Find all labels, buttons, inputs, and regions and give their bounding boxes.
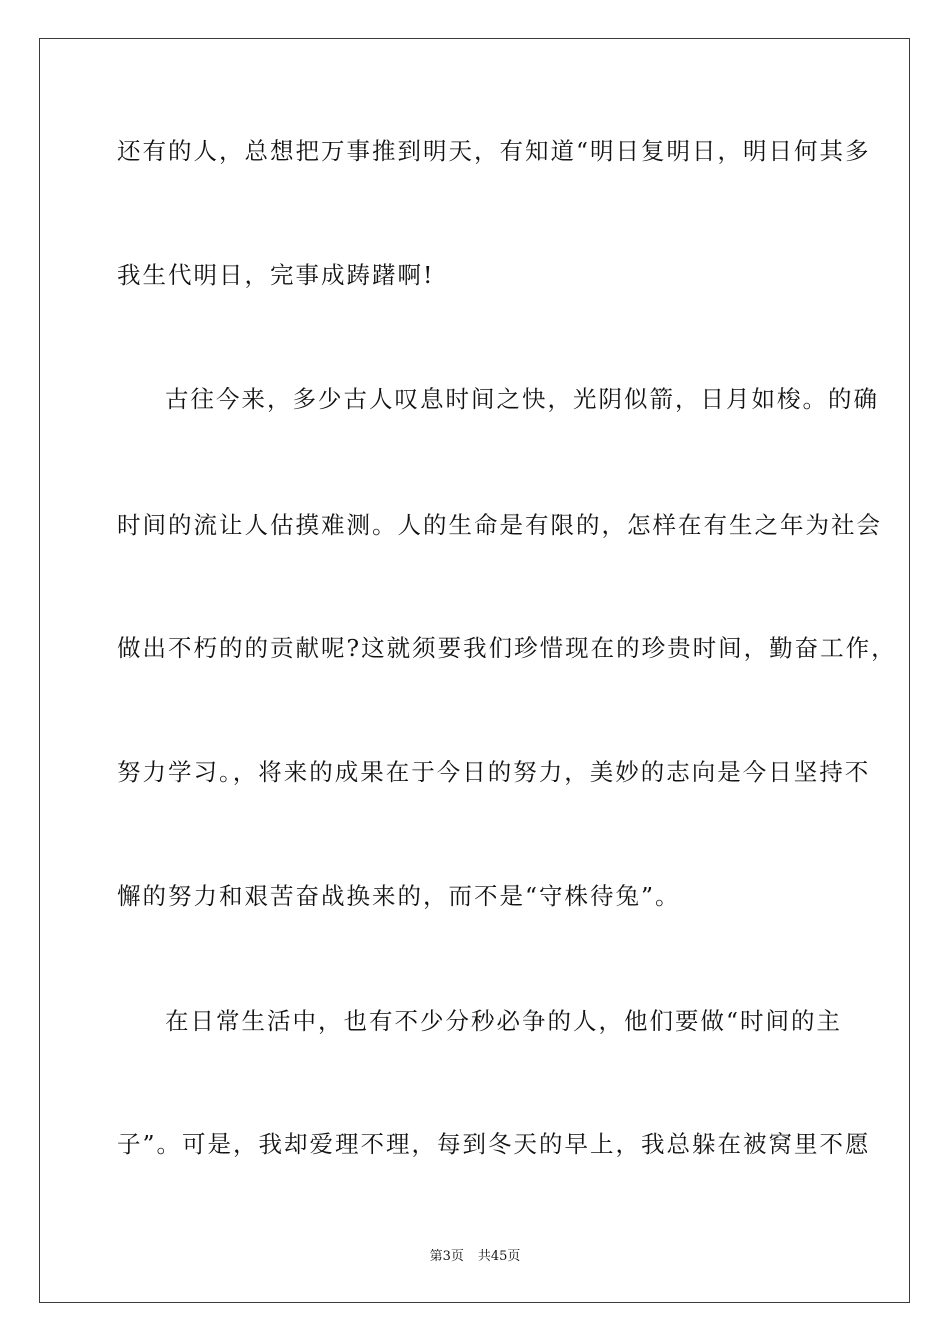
text-line: 懈的努力和艰苦奋战换来的，而不是“守株待兔”。 bbox=[117, 882, 681, 910]
page-total: 共45页 bbox=[477, 1249, 521, 1264]
text-line: 我生代明日，完事成踌躇啊! bbox=[117, 261, 435, 289]
text-line: 古往今来，多少古人叹息时间之快，光阴似箭，日月如梭。的确 bbox=[165, 385, 879, 413]
text-line: 努力学习。，将来的成果在于今日的努力，美妙的志向是今日坚持不 bbox=[117, 758, 871, 786]
text-line: 时间的流让人估摸难测。人的生命是有限的，怎样在有生之年为社会 bbox=[117, 511, 882, 539]
text-line: 在日常生活中，也有不少分秒必争的人，他们要做“时间的主 bbox=[165, 1007, 843, 1035]
text-line: 还有的人，总想把万事推到明天，有知道“明日复明日，明日何其多 bbox=[117, 137, 871, 165]
page-border bbox=[39, 38, 910, 1303]
page-footer bbox=[0, 1245, 950, 1264]
text-line: 做出不朽的的贡献呢?这就须要我们珍惜现在的珍贵时间，勤奋工作， bbox=[117, 634, 897, 662]
page-number: 第3页 bbox=[429, 1249, 464, 1264]
text-line: 子”。可是，我却爱理不理，每到冬天的早上，我总躲在被窝里不愿 bbox=[117, 1130, 871, 1158]
